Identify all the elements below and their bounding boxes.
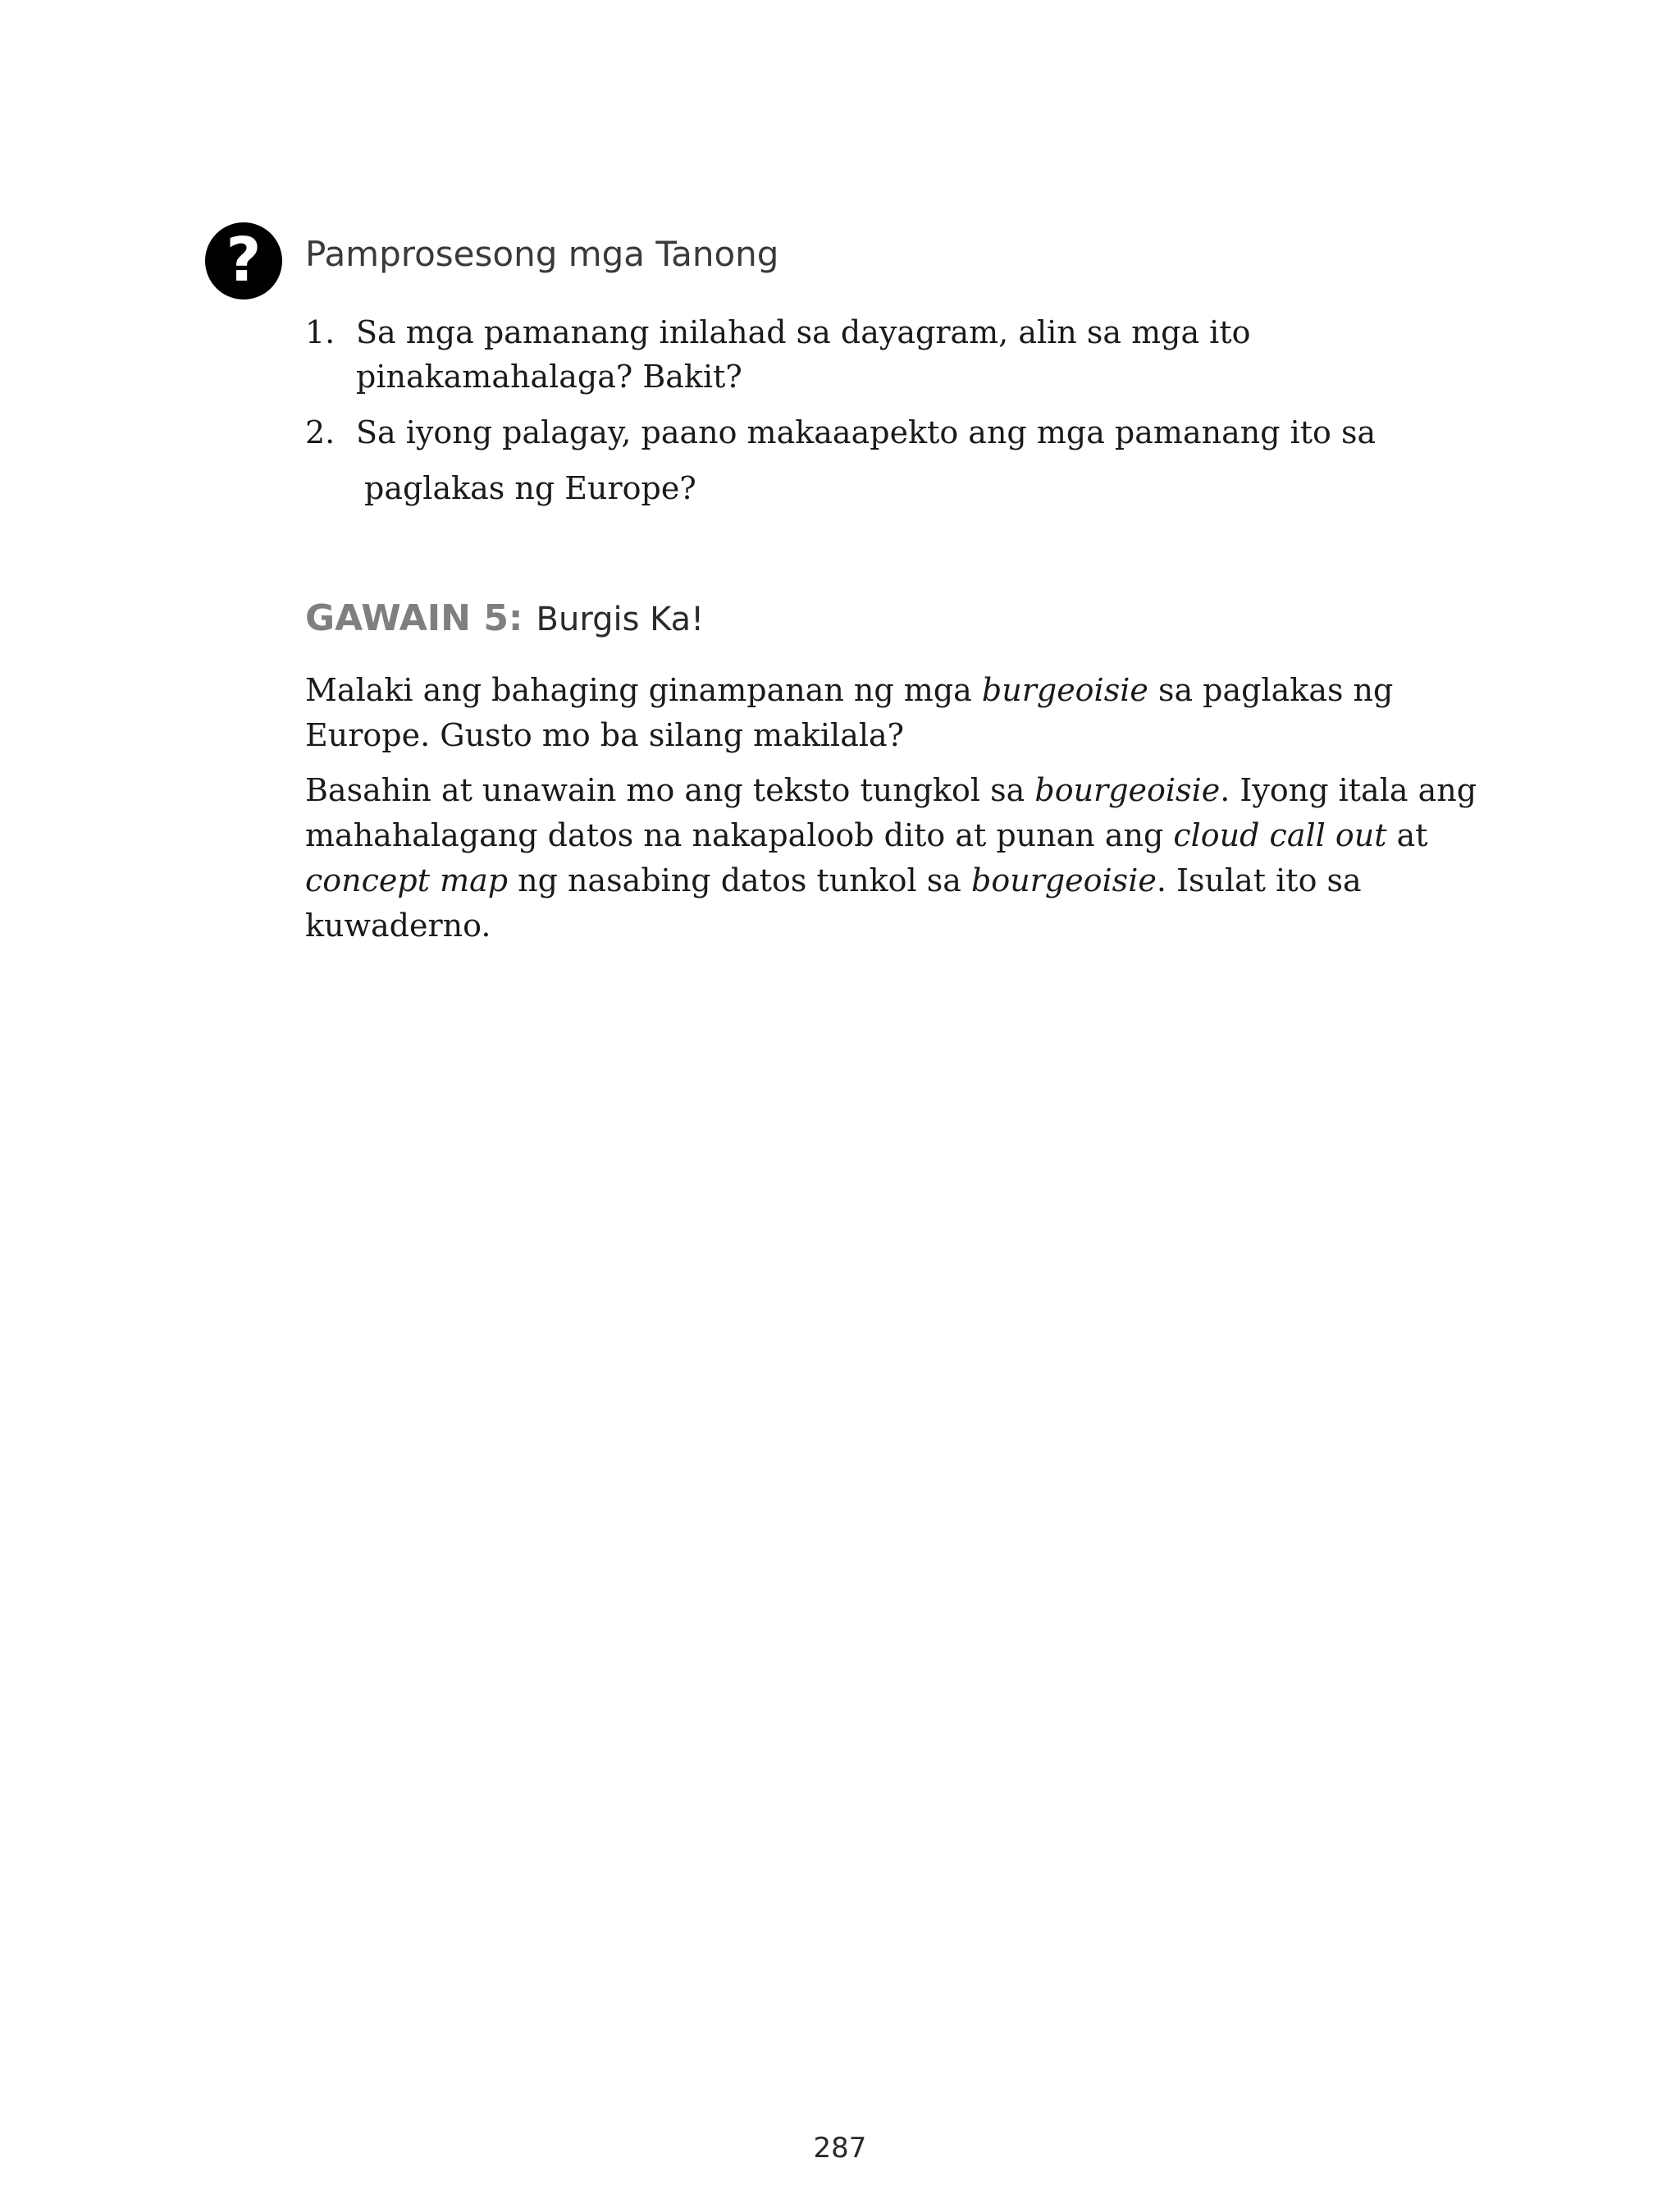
text-run: . Iyong itala ang mahahalagang datos na nakapaloob dito at punan ang (305, 772, 1477, 853)
italic-term: cloud call out (1173, 817, 1387, 853)
text-run: sa paglakas ng Europe. Gusto mo ba silang makilala? (305, 672, 1394, 753)
section-title: Pamprosesong mga Tanong (305, 234, 779, 274)
paragraph-instructions (305, 768, 1486, 949)
italic-term: concept map (305, 862, 509, 898)
text-run: . Isulat ito sa kuwaderno. (305, 862, 1362, 944)
question-continuation: paglakas ng Europe? (364, 470, 696, 506)
text-run: Malaki ang bahaging ginampanan ng mga (305, 672, 982, 708)
question-mark-icon (205, 222, 282, 299)
question-text: Sa mga pamanang inilahad sa dayagram, alin sa mga ito pinakamahalaga? Bakit? (356, 314, 1251, 395)
paragraph-intro (305, 668, 1486, 758)
question-list (305, 310, 1486, 510)
activity-heading (305, 592, 704, 653)
question-mark-glyph: ? (226, 225, 262, 295)
question-number: 1. (305, 314, 336, 350)
text-run: at (1386, 817, 1428, 853)
italic-term: burgeoisie (981, 672, 1148, 708)
italic-term: bourgeoisie (1034, 772, 1221, 808)
question-number: 2. (305, 414, 336, 450)
question-text: Sa iyong palagay, paano makaaapekto ang mga pamanang ito sa (356, 414, 1376, 450)
text-run: ng nasabing datos tunkol sa (508, 862, 971, 898)
question-item (305, 310, 1486, 399)
text-run: Basahin at unawain mo ang teksto tungkol sa (305, 772, 1035, 808)
italic-term: bourgeoisie (971, 862, 1157, 898)
question-item (305, 410, 1486, 455)
activity-label: GAWAIN 5: (305, 597, 523, 639)
activity-instructions (305, 668, 1486, 958)
activity-title: Burgis Ka! (536, 601, 705, 638)
page-number: 287 (813, 2132, 867, 2165)
